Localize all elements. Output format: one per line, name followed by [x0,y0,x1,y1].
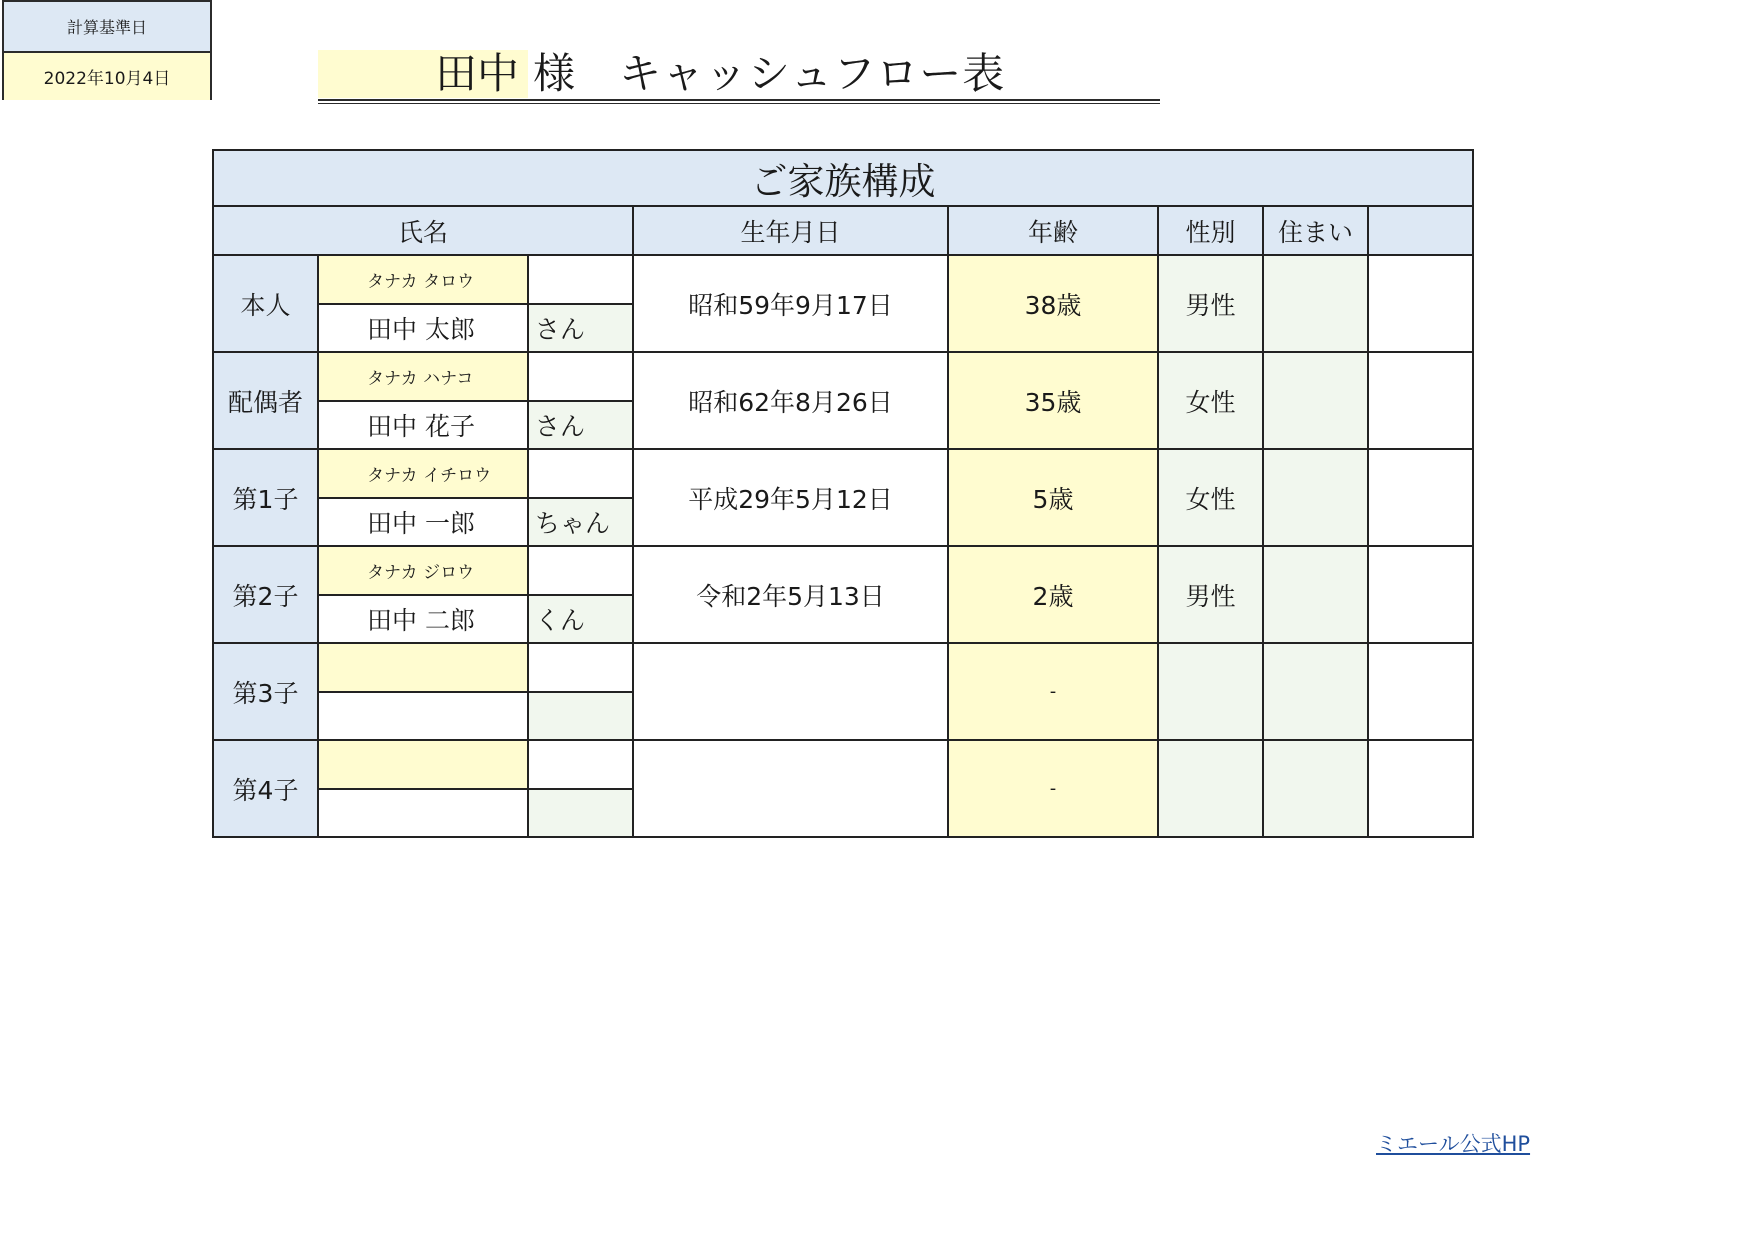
member-gender[interactable]: 女性 [1158,449,1263,546]
member-age: - [948,643,1158,740]
member-kana[interactable] [318,643,528,692]
header-name: 氏名 [213,206,633,255]
member-kana[interactable]: タナカ タロウ [318,255,528,304]
member-role: 第3子 [213,643,318,740]
member-age: - [948,740,1158,837]
table-row [213,449,1473,498]
calc-base-date[interactable]: 2022年10月4日 [4,53,210,100]
member-birthday[interactable]: 昭和59年9月17日 [633,255,948,352]
title-honorific: 様 [533,49,576,98]
header-birthday: 生年月日 [633,206,948,255]
page-title [318,46,1160,104]
member-kana[interactable]: タナカ イチロウ [318,449,528,498]
member-residence[interactable] [1263,643,1368,740]
title-underline-thin [318,103,1160,104]
title-subtitle: キャッシュフロー表 [619,49,1006,98]
member-role: 第2子 [213,546,318,643]
member-gender[interactable]: 男性 [1158,546,1263,643]
member-extra [1368,352,1473,449]
member-kana-blank [528,546,633,595]
member-extra [1368,740,1473,837]
member-residence[interactable] [1263,740,1368,837]
member-role: 第4子 [213,740,318,837]
member-residence[interactable] [1263,546,1368,643]
member-role: 第1子 [213,449,318,546]
member-age: 38歳 [948,255,1158,352]
table-row [213,255,1473,304]
member-residence[interactable] [1263,255,1368,352]
member-birthday[interactable] [633,740,948,837]
member-kana-blank [528,255,633,304]
table-caption: ご家族構成 [213,150,1473,206]
title-surname[interactable]: 田中 [435,49,520,98]
member-age: 35歳 [948,352,1158,449]
member-suffix[interactable]: さん [528,304,633,352]
member-kana[interactable] [318,740,528,789]
title-underline [318,99,1160,101]
calc-base-box [2,0,212,100]
member-gender[interactable]: 女性 [1158,352,1263,449]
member-suffix[interactable]: ちゃん [528,498,633,546]
member-residence[interactable] [1263,352,1368,449]
member-kana[interactable]: タナカ ハナコ [318,352,528,401]
member-role: 本人 [213,255,318,352]
member-name[interactable]: 田中 一郎 [318,498,528,546]
member-kana-blank [528,449,633,498]
member-kana-blank [528,740,633,789]
header-age: 年齢 [948,206,1158,255]
member-birthday[interactable]: 昭和62年8月26日 [633,352,948,449]
member-residence[interactable] [1263,449,1368,546]
member-age: 5歳 [948,449,1158,546]
member-name[interactable]: 田中 太郎 [318,304,528,352]
family-table [212,149,1474,838]
member-name[interactable]: 田中 二郎 [318,595,528,643]
table-row [213,740,1473,789]
member-name[interactable] [318,692,528,740]
header-extra [1368,206,1473,255]
table-row [213,352,1473,401]
member-extra [1368,546,1473,643]
header-residence: 住まい [1263,206,1368,255]
calc-base-label: 計算基準日 [4,2,210,53]
member-extra [1368,449,1473,546]
member-suffix[interactable]: さん [528,401,633,449]
table-row [213,643,1473,692]
member-gender[interactable]: 男性 [1158,255,1263,352]
member-gender[interactable] [1158,740,1263,837]
member-age: 2歳 [948,546,1158,643]
member-birthday[interactable]: 令和2年5月13日 [633,546,948,643]
member-birthday[interactable] [633,643,948,740]
member-extra [1368,643,1473,740]
member-suffix[interactable]: くん [528,595,633,643]
member-birthday[interactable]: 平成29年5月12日 [633,449,948,546]
header-gender: 性別 [1158,206,1263,255]
member-suffix[interactable] [528,692,633,740]
member-kana-blank [528,352,633,401]
member-name[interactable] [318,789,528,837]
member-kana-blank [528,643,633,692]
table-row [213,546,1473,595]
member-gender[interactable] [1158,643,1263,740]
member-extra [1368,255,1473,352]
member-suffix[interactable] [528,789,633,837]
member-kana[interactable]: タナカ ジロウ [318,546,528,595]
official-hp-link[interactable]: ミエール公式HP [1376,1132,1531,1156]
member-name[interactable]: 田中 花子 [318,401,528,449]
member-role: 配偶者 [213,352,318,449]
